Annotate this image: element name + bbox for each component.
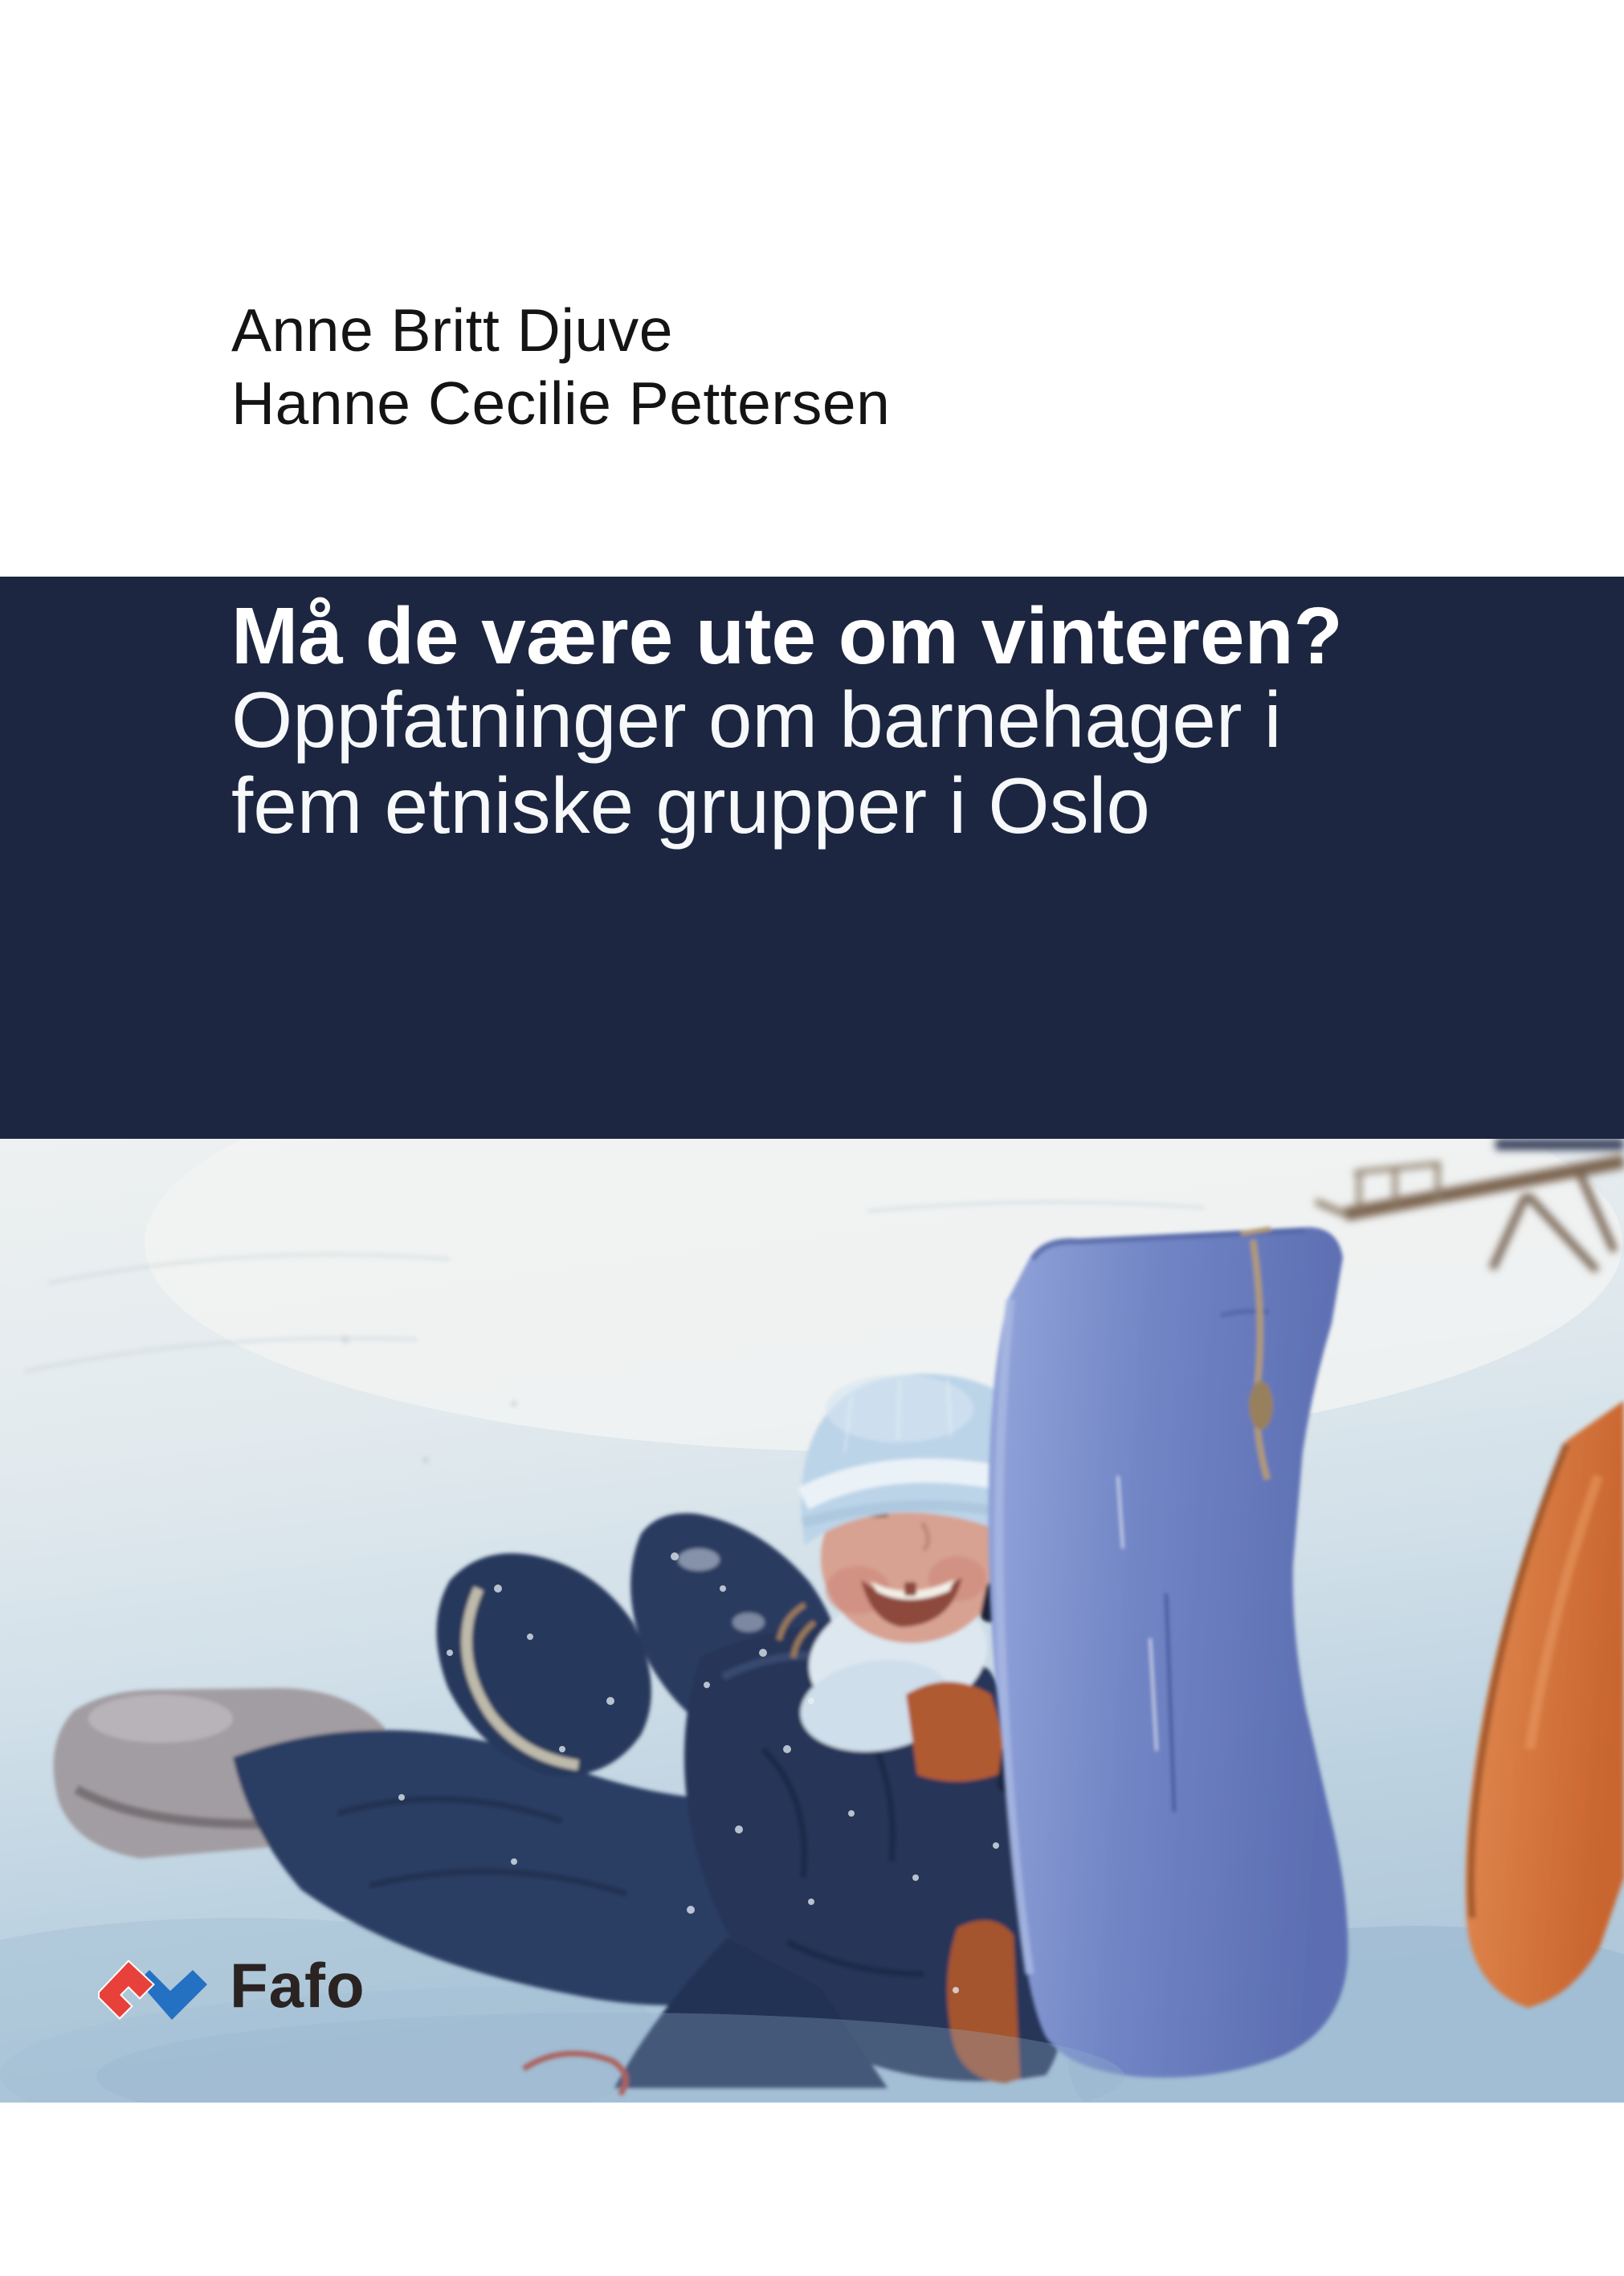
fafo-logo: [95, 1944, 365, 2026]
subtitle-line-1: Oppfatninger om barnehager i: [231, 675, 1282, 764]
subtitle-line-2: fem etniske grupper i Oslo: [231, 761, 1150, 850]
fafo-logo-text: Fafo: [230, 1950, 365, 2021]
author-names: [231, 294, 890, 440]
author-2: Hanne Cecilie Pettersen: [231, 369, 891, 437]
title-band: [0, 577, 1624, 1139]
fafo-mark-red-zigzag: [100, 1962, 153, 2017]
fafo-mark-blue-check: [138, 1970, 207, 2020]
fafo-logo-mark-icon: [95, 1944, 212, 2026]
author-1: Anne Britt Djuve: [231, 296, 673, 364]
cover-title: Må de være ute om vinteren?: [231, 591, 1343, 681]
cover-subtitle: [231, 677, 1282, 849]
blue-sled: [988, 1227, 1348, 2078]
